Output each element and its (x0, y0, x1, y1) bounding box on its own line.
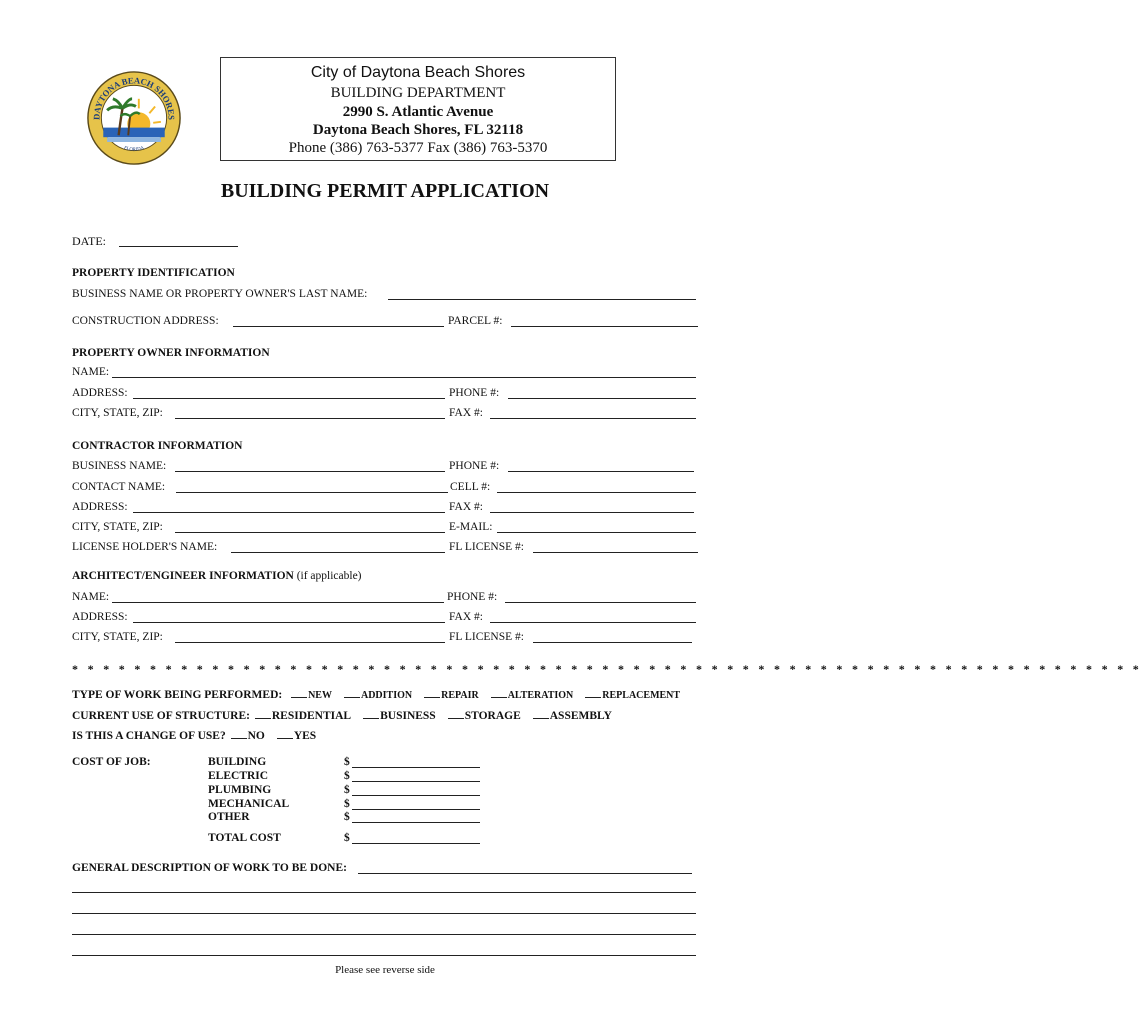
change-of-use-option-no[interactable]: NO (231, 729, 265, 742)
checkbox-blank[interactable] (363, 709, 379, 719)
property-identification-heading: PROPERTY IDENTIFICATION (72, 267, 235, 279)
license-holder-label: LICENSE HOLDER'S NAME: (72, 541, 218, 553)
description-line-3[interactable] (72, 913, 696, 914)
checkbox-blank[interactable] (491, 688, 507, 698)
checkbox-blank[interactable] (255, 709, 271, 719)
cost-of-job-label: COST OF JOB: (72, 756, 151, 768)
work-type-label: TYPE OF WORK BEING PERFORMED: (72, 689, 283, 701)
architect-city-label: CITY, STATE, ZIP: (72, 631, 163, 643)
address-line-1: 2990 S. Atlantic Avenue (342, 104, 494, 120)
contractor-email-field[interactable] (497, 532, 696, 533)
owner-last-name-field[interactable] (388, 299, 696, 300)
description-line-1[interactable] (358, 873, 692, 874)
building-cost-field[interactable] (352, 767, 480, 768)
description-line-2[interactable] (72, 892, 696, 893)
change-of-use-option-yes[interactable]: YES (277, 729, 316, 742)
architect-fax-field[interactable] (490, 622, 696, 623)
parcel-field[interactable] (511, 326, 698, 327)
cost-item-mechanical: MECHANICAL (208, 798, 290, 810)
contractor-contact-field[interactable] (176, 492, 448, 493)
checkbox-blank[interactable] (291, 688, 307, 698)
owner-fax-label: FAX #: (449, 407, 483, 419)
change-of-use-label: IS THIS A CHANGE OF USE? (72, 730, 226, 742)
checkbox-blank[interactable] (344, 688, 360, 698)
owner-city-field[interactable] (175, 418, 445, 419)
department-name: BUILDING DEPARTMENT (330, 85, 506, 101)
work-type-row (72, 688, 680, 701)
current-use-option-business[interactable]: BUSINESS (363, 709, 436, 722)
construction-address-field[interactable] (233, 326, 444, 327)
contractor-fax-field[interactable] (490, 512, 694, 513)
owner-city-label: CITY, STATE, ZIP: (72, 407, 163, 419)
currency-symbol: $ (344, 811, 350, 823)
mechanical-cost-field[interactable] (352, 809, 480, 810)
footer-note: Please see reverse side (335, 964, 435, 976)
owner-phone-field[interactable] (508, 398, 696, 399)
currency-symbol: $ (344, 784, 350, 796)
city-seal-logo (86, 70, 182, 166)
current-use-option-storage[interactable]: STORAGE (448, 709, 521, 722)
contractor-business-label: BUSINESS NAME: (72, 460, 167, 472)
contractor-cell-field[interactable] (497, 492, 696, 493)
architect-city-field[interactable] (175, 642, 445, 643)
contractor-fl-license-field[interactable] (533, 552, 698, 553)
contractor-business-field[interactable] (175, 471, 445, 472)
current-use-label: CURRENT USE OF STRUCTURE: (72, 710, 250, 722)
contractor-cell-label: CELL #: (450, 481, 491, 493)
architect-address-field[interactable] (133, 622, 445, 623)
architect-heading-note: (if applicable) (296, 570, 362, 582)
checkbox-blank[interactable] (585, 688, 601, 698)
city-name: City of Daytona Beach Shores (310, 64, 526, 81)
contractor-city-field[interactable] (175, 532, 445, 533)
owner-fax-field[interactable] (490, 418, 696, 419)
department-header-box (220, 57, 616, 161)
date-field[interactable] (119, 246, 238, 247)
seal-text-top: DAYTONA BEACH SHORES (91, 75, 177, 121)
seal-text-bottom: FLORIDA (123, 145, 145, 153)
contractor-city-label: CITY, STATE, ZIP: (72, 521, 163, 533)
cost-item-other: OTHER (208, 811, 250, 823)
star-separator: * * * * * * * * * * * * * * * * * * * * * * * * * * * * * * * * * * * * * * * * * * * * * * * * * * * * * * * * * * * * * * * * * * * * * (72, 662, 1142, 676)
checkbox-blank[interactable] (448, 709, 464, 719)
architect-phone-label: PHONE #: (447, 591, 498, 603)
total-cost-field[interactable] (352, 843, 480, 844)
description-label: GENERAL DESCRIPTION OF WORK TO BE DONE: (72, 862, 347, 874)
contractor-heading: CONTRACTOR INFORMATION (72, 440, 243, 452)
license-holder-field[interactable] (231, 552, 445, 553)
work-type-option-repair[interactable]: REPAIR (424, 688, 479, 701)
current-use-option-assembly[interactable]: ASSEMBLY (533, 709, 612, 722)
contractor-address-field[interactable] (133, 512, 445, 513)
architect-fl-license-label: FL LICENSE #: (449, 631, 524, 643)
owner-name-label: NAME: (72, 366, 110, 378)
owner-address-label: ADDRESS: (72, 387, 128, 399)
architect-fax-label: FAX #: (449, 611, 483, 623)
construction-address-label: CONSTRUCTION ADDRESS: (72, 315, 219, 327)
currency-symbol: $ (344, 798, 350, 810)
architect-heading-row (72, 570, 362, 582)
checkbox-blank[interactable] (533, 709, 549, 719)
cost-item-electric: ELECTRIC (208, 770, 269, 782)
architect-phone-field[interactable] (505, 602, 696, 603)
checkbox-blank[interactable] (277, 729, 293, 739)
owner-phone-label: PHONE #: (449, 387, 500, 399)
electric-cost-field[interactable] (352, 781, 480, 782)
contractor-phone-label: PHONE #: (449, 460, 500, 472)
total-cost-label: TOTAL COST (208, 832, 281, 844)
currency-symbol: $ (344, 756, 350, 768)
current-use-row (72, 709, 624, 722)
checkbox-blank[interactable] (231, 729, 247, 739)
architect-name-field[interactable] (112, 602, 444, 603)
architect-heading: ARCHITECT/ENGINEER INFORMATION (72, 570, 294, 582)
description-line-5[interactable] (72, 955, 696, 956)
date-label: DATE: (72, 234, 106, 248)
currency-symbol: $ (344, 832, 350, 844)
current-use-option-residential[interactable]: RESIDENTIAL (255, 709, 351, 722)
work-type-option-replacement[interactable]: REPLACEMENT (585, 688, 680, 701)
contractor-fax-label: FAX #: (449, 501, 483, 513)
work-type-option-new[interactable]: NEW (291, 688, 332, 701)
architect-address-label: ADDRESS: (72, 611, 128, 623)
work-type-option-addition[interactable]: ADDITION (344, 688, 412, 701)
contractor-email-label: E-MAIL: (449, 521, 493, 533)
currency-symbol: $ (344, 770, 350, 782)
architect-fl-license-field[interactable] (533, 642, 692, 643)
checkbox-blank[interactable] (424, 688, 440, 698)
change-of-use-row (72, 729, 328, 742)
architect-name-label: NAME: (72, 591, 110, 603)
contractor-contact-label: CONTACT NAME: (72, 481, 166, 493)
work-type-option-alteration[interactable]: ALTERATION (491, 688, 574, 701)
contractor-address-label: ADDRESS: (72, 501, 128, 513)
form-title: BUILDING PERMIT APPLICATION (220, 180, 550, 202)
owner-name-field[interactable] (112, 377, 696, 378)
address-line-2: Daytona Beach Shores, FL 32118 (312, 122, 524, 138)
contractor-phone-field[interactable] (508, 471, 694, 472)
cost-item-plumbing: PLUMBING (208, 784, 272, 796)
description-line-4[interactable] (72, 934, 696, 935)
owner-last-name-label: BUSINESS NAME OR PROPERTY OWNER'S LAST NAME: (72, 288, 368, 300)
owner-address-field[interactable] (133, 398, 445, 399)
cost-item-building: BUILDING (208, 756, 267, 768)
phone-fax: Phone (386) 763-5377 Fax (386) 763-5370 (288, 140, 548, 156)
other-cost-field[interactable] (352, 822, 480, 823)
contractor-fl-license-label: FL LICENSE #: (449, 541, 524, 553)
property-owner-heading: PROPERTY OWNER INFORMATION (72, 347, 270, 359)
parcel-label: PARCEL #: (448, 315, 503, 327)
plumbing-cost-field[interactable] (352, 795, 480, 796)
